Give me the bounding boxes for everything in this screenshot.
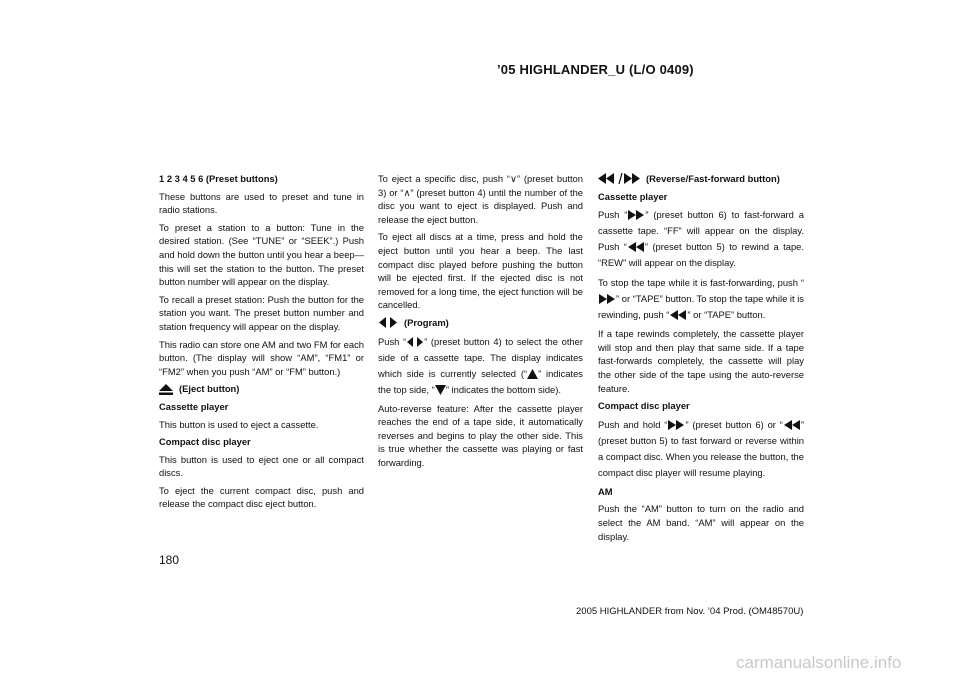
page-number: 180 bbox=[159, 553, 180, 567]
paragraph: This radio can store one AM and two FM for each button. (The display will show “AM”, “FM1” or “FM2” when you push “AM” or “FM” button.) bbox=[159, 338, 364, 377]
document-title: ’05 HIGHLANDER_U (L/O 0409) bbox=[497, 62, 694, 77]
paragraph: Push the “AM” button to turn on the radio and select the AM band. “AM” will appear on the display. bbox=[598, 503, 804, 542]
fast-forward-icon bbox=[667, 420, 685, 430]
program-heading-label: (Program) bbox=[404, 316, 449, 328]
compact-disc-heading: Compact disc player bbox=[159, 436, 251, 448]
rewind-forward-icon bbox=[598, 173, 640, 184]
paragraph: To eject all discs at a time, press and hold the eject button until you hear a beep. The last compact disc played before pushing the button will be ejected first. If the ejected disc is not removed for a long time, the eject function will be cancelled. bbox=[378, 231, 583, 311]
paragraph: Auto-reverse feature: After the cassette player reaches the end of a tape side, it automatically reverses and begins to play the other side. This is true whether the cassette was playing or fast forwarding. bbox=[378, 402, 583, 468]
paragraph: If a tape rewinds completely, the cassette player will stop and then play that same side. If a tape fast-forwards completely, the cassette will play the other side of the tape using the auto-reverse feature. bbox=[598, 328, 804, 394]
cassette-player-heading: Cassette player bbox=[598, 190, 668, 202]
paragraph: Push “ ” (preset button 6) to fast-forward a cassette tape. “FF” will appear on the display. Push “ ” (preset button 5) to rewind a tape. “REW” will appear on the display. bbox=[598, 209, 804, 269]
rewind-icon bbox=[627, 242, 645, 252]
paragraph: To preset a station to a button: Tune in the desired station. (See “TUNE” or “SEEK”.) Push and hold down the button until you hear a beep—this will set the station to the button. The preset button number will appear on the display. bbox=[159, 221, 364, 288]
reverse-heading-label: (Reverse/Fast-forward button) bbox=[646, 173, 780, 184]
am-heading: AM bbox=[598, 485, 613, 497]
watermark: carmanualsonline.info bbox=[736, 653, 902, 672]
rewind-icon bbox=[669, 310, 687, 320]
paragraph: Push “ ” (preset button 4) to select the other side of a cassette tape. The display indicates which side is currently selected (“ ” indicates the top side, “ ” indicates the bottom side). bbox=[378, 335, 583, 395]
rewind-icon bbox=[783, 420, 801, 430]
eject-heading-label: (Eject button) bbox=[179, 383, 240, 395]
program-icon bbox=[406, 337, 424, 347]
paragraph: This button is used to eject a cassette. bbox=[159, 418, 319, 430]
paragraph: To stop the tape while it is fast-forwarding, push “” or “TAPE” button. To stop the tape while it is rewinding, push “ ” or “TAPE” button. bbox=[598, 277, 804, 321]
program-icon bbox=[378, 317, 398, 328]
paragraph: To eject a specific disc, push “∨” (preset button 3) or “∧” (preset button 4) until the number of the disc you want to eject is displayed. Push and release the eject button. bbox=[378, 173, 583, 225]
preset-buttons-heading: 1 2 3 4 5 6 (Preset buttons) bbox=[159, 173, 278, 184]
column-right bbox=[598, 172, 804, 547]
column-middle bbox=[378, 172, 583, 474]
reverse-fast-forward-heading bbox=[598, 172, 804, 186]
triangle-down-icon bbox=[435, 385, 446, 395]
fast-forward-icon bbox=[598, 294, 616, 304]
cassette-player-heading: Cassette player bbox=[159, 400, 229, 412]
paragraph: To eject the current compact disc, push and release the compact disc eject button. bbox=[159, 484, 364, 510]
paragraph: To recall a preset station: Push the button for the station you want. The preset button number and station frequency will appear on the display. bbox=[159, 293, 364, 332]
eject-icon bbox=[159, 384, 173, 395]
column-left bbox=[159, 172, 364, 515]
compact-disc-heading: Compact disc player bbox=[598, 400, 690, 412]
footer-text: 2005 HIGHLANDER from Nov. ’04 Prod. (OM48570U) bbox=[576, 606, 804, 617]
fast-forward-icon bbox=[627, 210, 645, 220]
eject-button-heading bbox=[159, 382, 364, 396]
paragraph: These buttons are used to preset and tune in radio stations. bbox=[159, 190, 364, 216]
triangle-up-icon bbox=[527, 369, 538, 379]
paragraph: Push and hold “ ” (preset button 6) or “ ” (preset button 5) to fast forward or reverse within a compact disc. When you release the button, the compact disc player will resume playing. bbox=[598, 418, 805, 478]
paragraph: This button is used to eject one or all compact discs. bbox=[159, 453, 364, 479]
program-button-heading bbox=[378, 316, 583, 330]
